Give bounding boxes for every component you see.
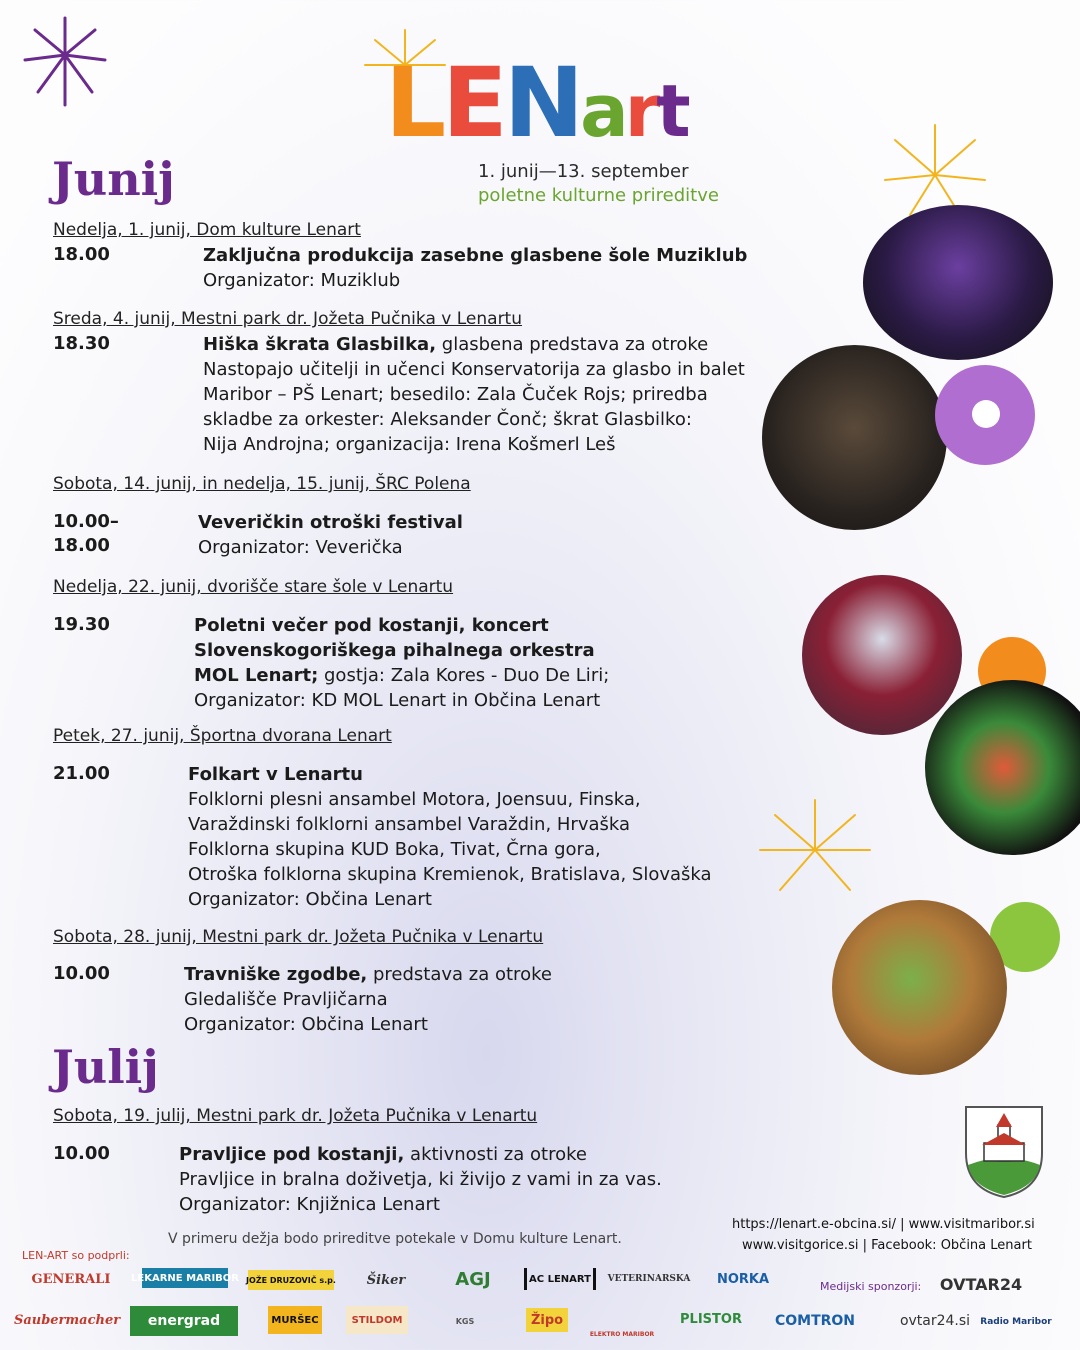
event-details: Travniške zgodbe, predstava za otroke Gledališče Pravljičarna Organizator: Občina Lenart	[184, 964, 552, 1035]
event-header: Petek, 27. junij, Športna dvorana Lenart	[53, 726, 392, 746]
event-time: 18.30	[53, 333, 110, 354]
event-time: 10.00	[53, 1143, 110, 1164]
event-title-line: Slovenskogoriškega pihalnega orkestra	[194, 640, 595, 661]
event-title: Poletni večer pod kostanji, koncert	[194, 615, 549, 636]
event-header: Sobota, 14. junij, in nedelja, 15. junij, ŠRC Polena	[53, 474, 471, 494]
event-line: Nija Androjna; organizacija: Irena Košmerl Leš	[203, 434, 616, 455]
sponsor-logo: Žipo	[526, 1308, 568, 1332]
social-links[interactable]: www.visitgorice.si | Facebook: Občina Lenart	[742, 1238, 1032, 1253]
event-line: Organizator: Občina Lenart	[188, 889, 432, 910]
elf-violin-illustration	[832, 900, 1007, 1075]
sponsor-logo: MURŠEC	[268, 1306, 322, 1334]
event-title: Travniške zgodbe,	[184, 964, 368, 985]
sponsor-logo: AGJ	[455, 1268, 491, 1290]
media-logo: ovtar24.si	[899, 1313, 971, 1329]
media-logo: Radio Maribor	[980, 1317, 1052, 1327]
sponsor-logo: AC LENART	[524, 1268, 596, 1290]
event-line: Pravljice in bralna doživetja, ki živijo z vami in za vas.	[179, 1169, 662, 1190]
lenart-logo: LENart	[385, 47, 687, 159]
supported-by-label: LEN-ART so podprli:	[22, 1249, 130, 1262]
month-heading-junij: Junij	[52, 152, 175, 206]
sponsor-logo: GENERALI	[31, 1271, 111, 1287]
sponsor-logo: KGS	[455, 1316, 475, 1326]
event-line: Nastopajo učitelji in učenci Konservatorija za glasbo in balet	[203, 359, 745, 380]
event-time: 21.00	[53, 763, 110, 784]
lenart-coat-of-arms	[962, 1103, 1046, 1199]
sponsor-logo: JOŽE DRUZOVIČ s.p.	[248, 1270, 334, 1290]
firework-decoration-topleft	[0, 0, 130, 130]
event-header: Nedelja, 1. junij, Dom kulture Lenart	[53, 220, 361, 240]
firework-decoration-middle	[740, 790, 890, 910]
sponsor-logo: ELEKTRO MARIBOR	[589, 1331, 655, 1338]
event-line: Organizator: Veverička	[198, 537, 403, 558]
sponsor-logo: COMTRON	[774, 1313, 856, 1329]
event-details: Pravljice pod kostanji, aktivnosti za otroke Pravljice in bralna doživetja, ki živijo z vami in za vas. Organizator: Knjižnica Lenart	[179, 1144, 662, 1215]
event-details: Poletni večer pod kostanji, koncert Slovenskogoriškega pihalnega orkestra MOL Lenart; gostja: Zala Kores - Duo De Liri; Organizator: KD MOL Lenart in Občina Lenart	[194, 615, 610, 711]
sponsor-logo: Saubermacher	[13, 1312, 121, 1328]
event-line: Organizator: Knjižnica Lenart	[179, 1194, 440, 1215]
event-line: Maribor – PŠ Lenart; besedilo: Zala Čuček Rojs; priredba	[203, 384, 708, 405]
event-line: Organizator: Občina Lenart	[184, 1014, 428, 1035]
event-time: 18.00	[53, 244, 110, 265]
event-line: Folklorna skupina KUD Boka, Tivat, Črna gora,	[188, 839, 601, 860]
event-line: Gledališče Pravljičarna	[184, 989, 388, 1010]
sponsor-logo: LEKARNE MARIBOR	[142, 1268, 228, 1288]
event-details: Hiška škrata Glasbilka, glasbena predstava za otroke Nastopajo učitelji in učenci Konservatorija za glasbo in balet Maribor – PŠ Lenart; besedilo: Zala Čuček Rojs; priredba skladbe za orkester: Aleksander Čonč; škrat Glasbilko: Nija Androjna; organizacija: Irena Košmerl Leš	[203, 334, 745, 455]
folklore-photo	[802, 575, 962, 735]
sponsor-logo: Šiker	[366, 1272, 406, 1288]
decor-circle-lilac-hole	[972, 400, 1000, 428]
event-line: Organizator: KD MOL Lenart in Občina Lenart	[194, 690, 601, 711]
event-line: Varaždinski folklorni ansambel Varaždin, Hrvaška	[188, 814, 631, 835]
event-line: Otroška folklorna skupina Kremienok, Bratislava, Slovaška	[188, 864, 712, 885]
festival-dates: 1. junij—13. september	[478, 161, 689, 182]
event-details	[188, 762, 712, 912]
orchestra-photo	[762, 345, 947, 530]
event-header: Nedelja, 22. junij, dvorišče stare šole v Lenartu	[53, 577, 454, 597]
event-title: Folkart v Lenartu	[188, 764, 363, 785]
website-links[interactable]: https://lenart.e-obcina.si/ | www.visitmaribor.si	[732, 1217, 1035, 1232]
event-time: 10.00–	[53, 511, 119, 532]
rain-note: V primeru dežja bodo prireditve potekale v Domu kulture Lenart.	[168, 1231, 622, 1247]
event-time: 10.00	[53, 963, 110, 984]
event-header: Sobota, 19. julij, Mestni park dr. Jožeta Pučnika v Lenartu	[53, 1106, 538, 1126]
festival-subtitle: poletne kulturne prireditve	[478, 185, 719, 206]
event-title: Pravljice pod kostanji,	[179, 1144, 405, 1165]
event-time-end: 18.00	[53, 535, 110, 556]
event-header: Sreda, 4. junij, Mestni park dr. Jožeta Pučnika v Lenartu	[53, 309, 522, 329]
event-details	[198, 510, 463, 560]
media-logo: OVTAR24	[939, 1274, 1023, 1294]
event-line: Folklorni plesni ansambel Motora, Joensuu, Finska,	[188, 789, 641, 810]
event-title: Veveričkin otroški festival	[198, 512, 463, 533]
concert-photo	[863, 205, 1053, 360]
event-title: Zaključna produkcija zasebne glasbene šole Muziklub	[203, 245, 748, 266]
sponsor-logo: STILDOM	[346, 1306, 408, 1334]
event-title: Hiška škrata Glasbilka,	[203, 334, 437, 355]
event-line: skladbe za orkester: Aleksander Čonč; škrat Glasbilko:	[203, 409, 692, 430]
event-time: 19.30	[53, 614, 110, 635]
event-header: Sobota, 28. junij, Mestni park dr. Jožeta Pučnika v Lenartu	[53, 927, 544, 947]
event-details	[203, 243, 747, 293]
sponsor-logo: NORKA	[716, 1271, 770, 1287]
sponsor-logo: energrad	[130, 1306, 238, 1336]
sponsor-logo: PLISTOR	[680, 1311, 742, 1327]
event-line: Organizator: Muziklub	[203, 270, 401, 291]
media-sponsors-label: Medijski sponzorji:	[820, 1280, 922, 1293]
sponsor-logo: VETERINARSKA	[607, 1274, 691, 1284]
children-theatre-photo	[925, 680, 1080, 855]
month-heading-julij: Julij	[52, 1040, 159, 1094]
